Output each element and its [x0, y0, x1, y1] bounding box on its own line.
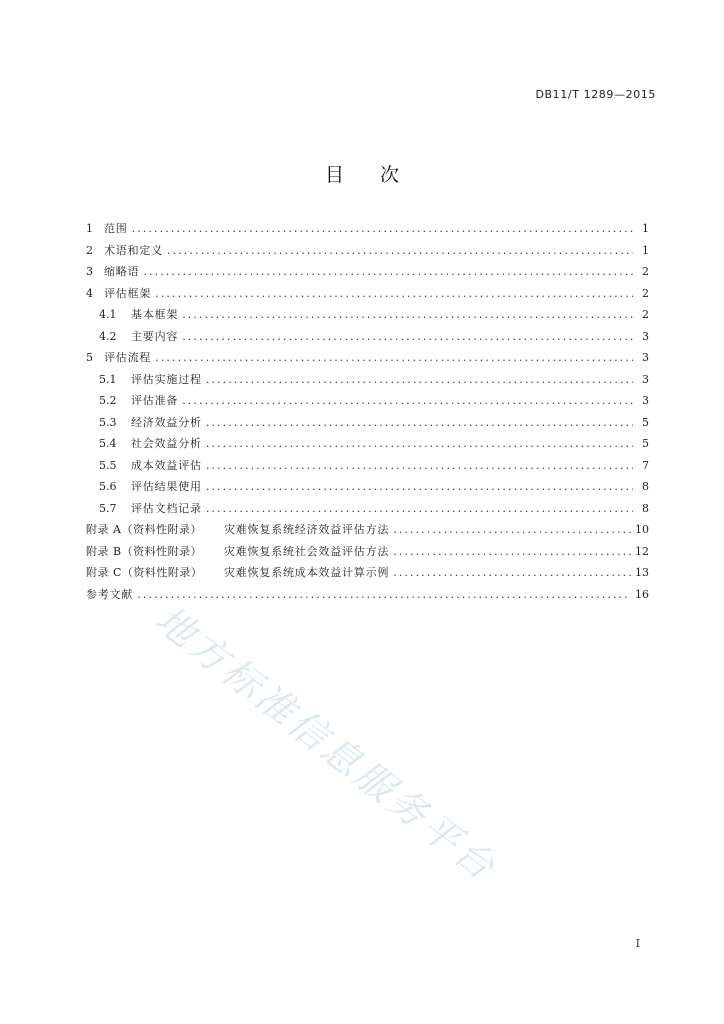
- toc-page-number: 5: [642, 415, 649, 429]
- toc-title-part1: 目: [324, 164, 344, 186]
- toc-leader-dots: [182, 326, 633, 348]
- toc-entry-number: 5.4: [99, 437, 117, 450]
- toc-entry-label: 灾难恢复系统成本效益计算示例: [224, 566, 390, 579]
- toc-entry-label: 成本效益评估: [131, 458, 202, 472]
- toc-entry[interactable]: [86, 476, 649, 498]
- toc-page-number: 1: [642, 222, 649, 235]
- toc-page-number: 3: [642, 372, 649, 386]
- toc-entry[interactable]: [86, 218, 649, 240]
- toc-entry-label: 社会效益分析: [131, 437, 202, 450]
- toc-entry-label: 参考文献: [86, 587, 134, 601]
- toc-page-number: 3: [642, 394, 649, 407]
- toc-page-number: 8: [642, 501, 649, 515]
- toc-entry-label: 评估准备: [131, 394, 179, 407]
- toc-page-number: 12: [635, 544, 649, 558]
- toc-entry-number: 5.7: [99, 501, 117, 515]
- toc-leader-dots: [132, 218, 633, 240]
- toc-entry-label: 评估流程: [104, 351, 152, 364]
- toc-entry-number: 5: [86, 351, 93, 364]
- toc-leader-dots: [393, 519, 631, 541]
- toc-page-number: 2: [642, 286, 649, 300]
- toc-leader-dots: [182, 304, 633, 326]
- toc-entry-number: 5.1: [99, 372, 117, 386]
- toc-entry-number: 5.2: [99, 394, 117, 407]
- toc-entry-number: 1: [86, 222, 93, 235]
- toc-appendix-label: 附录 C（资料性附录）: [86, 566, 203, 579]
- watermark: 地方标准信息服务平台: [147, 597, 506, 891]
- toc-page-number: 3: [642, 351, 649, 364]
- page-number: I: [635, 937, 640, 950]
- toc-appendix-label: 附录 B（资料性附录）: [86, 544, 203, 558]
- toc-appendix-row[interactable]: [86, 541, 649, 563]
- toc-entry-number: 4: [86, 286, 93, 300]
- toc-leader-dots: [182, 390, 633, 412]
- toc-entry-label: 评估实施过程: [131, 372, 202, 386]
- toc-entry[interactable]: [86, 369, 649, 391]
- toc-entry-number: 4.1: [99, 308, 117, 321]
- toc-leader-dots: [143, 261, 633, 283]
- toc-leader-dots: [206, 455, 633, 477]
- toc-page-number: 10: [635, 523, 649, 536]
- toc-leader-dots: [206, 412, 633, 434]
- toc-entry-number: 5.6: [99, 480, 117, 493]
- toc-entry-label: 缩略语: [104, 265, 140, 278]
- toc-appendix-row[interactable]: [86, 562, 649, 584]
- toc-page-number: 7: [642, 458, 649, 472]
- toc-page-number: 5: [642, 437, 649, 450]
- toc-entry[interactable]: [86, 412, 649, 434]
- toc-entry-label: 灾难恢复系统经济效益评估方法: [224, 523, 390, 536]
- toc-entry[interactable]: [86, 433, 649, 455]
- toc-title: [0, 160, 724, 187]
- toc-entry[interactable]: [86, 240, 649, 262]
- toc-page-number: 13: [635, 566, 649, 579]
- toc-leader-dots: [137, 584, 631, 606]
- toc-page-number: 1: [642, 243, 649, 257]
- toc-page-number: 2: [642, 265, 649, 278]
- toc-leader-dots: [155, 347, 633, 369]
- toc-leader-dots: [206, 433, 633, 455]
- toc-entry[interactable]: [86, 390, 649, 412]
- toc-entry[interactable]: [86, 326, 649, 348]
- toc-entry-number: 3: [86, 265, 93, 278]
- toc-entry[interactable]: [86, 347, 649, 369]
- toc-entry[interactable]: [86, 283, 649, 305]
- toc-entry-number: 5.5: [99, 458, 117, 472]
- toc-leader-dots: [393, 541, 631, 563]
- toc-entry-number: 5.3: [99, 415, 117, 429]
- toc-title-part2: 次: [380, 164, 400, 186]
- toc-leader-dots: [155, 283, 633, 305]
- toc-entry-label: 主要内容: [131, 329, 179, 343]
- toc-entry-label: 评估文档记录: [131, 501, 202, 515]
- toc-leader-dots: [206, 498, 633, 520]
- toc-page-number: 16: [635, 587, 649, 601]
- toc-entry-label: 灾难恢复系统社会效益评估方法: [224, 544, 390, 558]
- toc-entry-label: 基本框架: [131, 308, 179, 321]
- toc-appendix-label: 附录 A（资料性附录）: [86, 523, 202, 536]
- toc-page-number: 3: [642, 329, 649, 343]
- toc-entry-number: 4.2: [99, 329, 117, 343]
- toc-entry[interactable]: [86, 304, 649, 326]
- toc-leader-dots: [206, 476, 633, 498]
- toc-entry-label: 评估框架: [104, 286, 152, 300]
- toc-leader-dots: [393, 562, 631, 584]
- toc-leader-dots: [167, 240, 633, 262]
- toc-appendix-row[interactable]: [86, 519, 649, 541]
- toc-page-number: 2: [642, 308, 649, 321]
- toc-entry-number: 2: [86, 243, 93, 257]
- toc-entry-label: 经济效益分析: [131, 415, 202, 429]
- toc-entry[interactable]: [86, 455, 649, 477]
- table-of-contents: [86, 218, 649, 605]
- toc-leader-dots: [206, 369, 633, 391]
- toc-entry-label: 术语和定义: [104, 243, 163, 257]
- toc-entry-label: 范围: [104, 222, 128, 235]
- document-code: DB11/T 1289—2015: [535, 88, 656, 101]
- toc-page-number: 8: [642, 480, 649, 493]
- toc-entry-label: 评估结果使用: [131, 480, 202, 493]
- toc-entry[interactable]: [86, 261, 649, 283]
- toc-entry[interactable]: [86, 498, 649, 520]
